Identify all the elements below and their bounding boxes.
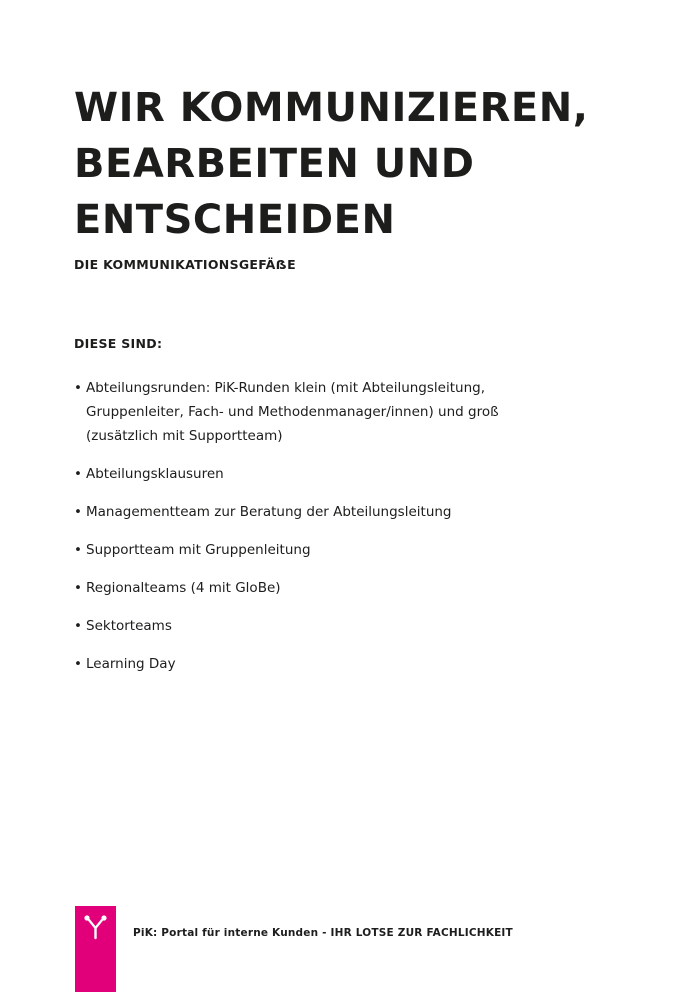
footer-brand-bar <box>75 906 116 992</box>
y-logo-icon <box>83 914 108 940</box>
list-item-text: Learning Day <box>86 656 176 672</box>
bullet-icon: • <box>74 580 82 596</box>
list-item-text: Supportteam mit Gruppenleitung <box>86 542 311 558</box>
list-item <box>74 538 534 562</box>
list-item-text: Managementteam zur Beratung der Abteilungsleitung <box>86 504 452 520</box>
list-item <box>74 376 534 448</box>
section-heading: DIESE SIND: <box>74 336 163 351</box>
title-line-1: WIR KOMMUNIZIEREN, <box>74 85 589 131</box>
list-item <box>74 500 534 524</box>
list-item-text: Sektorteams <box>86 618 172 634</box>
page-subtitle: DIE KOMMUNIKATIONSGEFÄẞE <box>74 257 296 272</box>
bullet-icon: • <box>74 618 82 634</box>
list-item-text: Abteilungsklausuren <box>86 466 224 482</box>
title-line-3: ENTSCHEIDEN <box>74 197 396 243</box>
bullet-list <box>74 376 534 690</box>
list-item <box>74 462 534 486</box>
footer-text: PiK: Portal für interne Kunden - IHR LOTSE ZUR FACHLICHKEIT <box>133 927 513 939</box>
title-line-2: BEARBEITEN UND <box>74 141 475 187</box>
bullet-icon: • <box>74 656 82 672</box>
page-title <box>74 80 588 248</box>
list-item <box>74 576 534 600</box>
list-item-text: Regionalteams (4 mit GloBe) <box>86 580 281 596</box>
list-item <box>74 652 534 676</box>
bullet-icon: • <box>74 466 82 482</box>
list-item <box>74 614 534 638</box>
bullet-icon: • <box>74 542 82 558</box>
bullet-icon: • <box>74 504 82 520</box>
bullet-icon: • <box>74 380 82 396</box>
list-item-text: Abteilungsrunden: PiK-Runden klein (mit Abteilungsleitung, Gruppenleiter, Fach- und Methodenmanager/innen) und groß (zusätzlich mit Supportteam) <box>86 380 499 444</box>
